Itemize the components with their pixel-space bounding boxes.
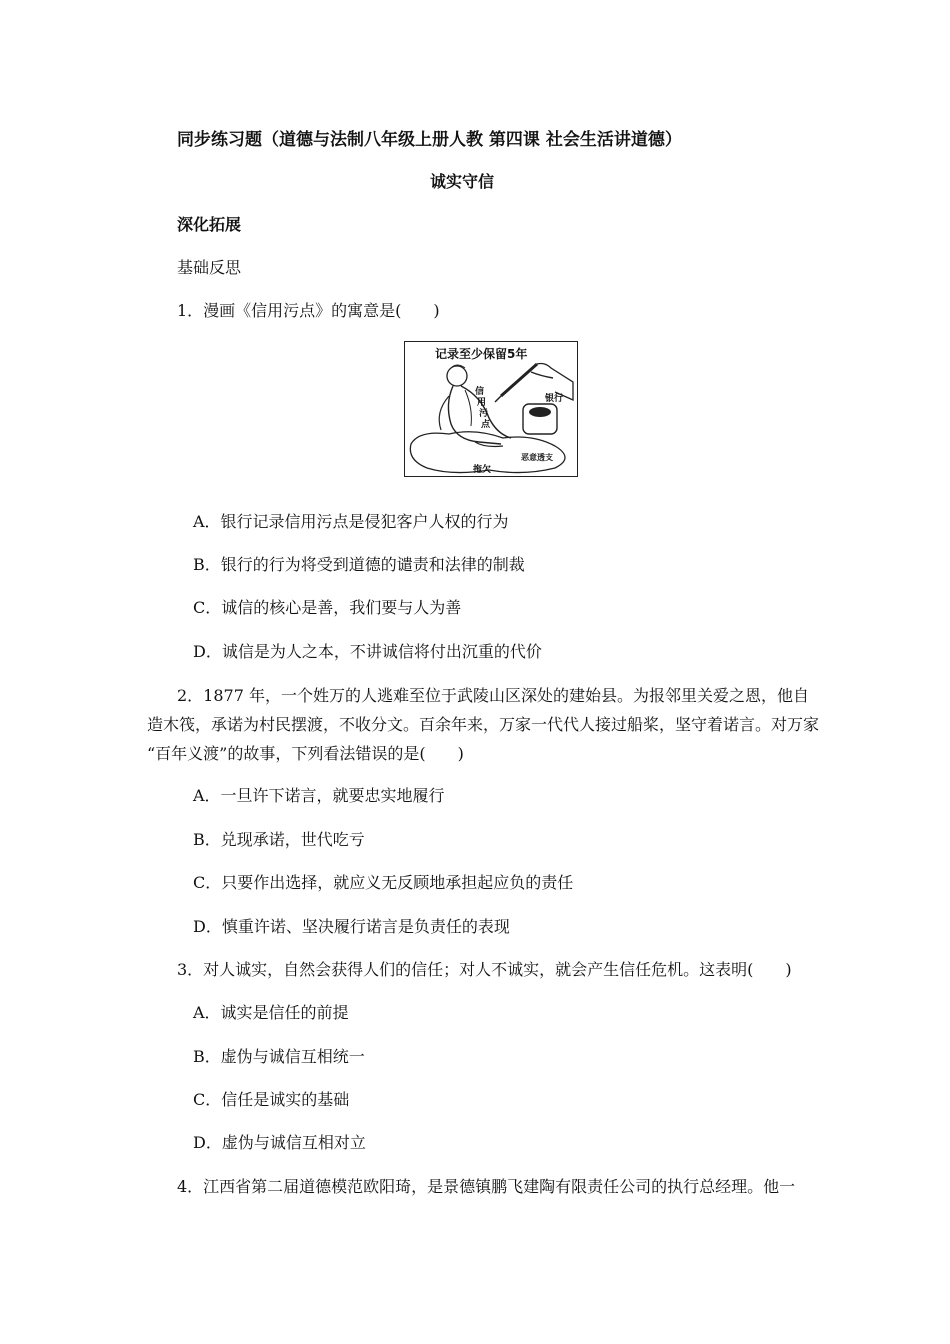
question-2-option-c: C．只要作出选择，就应义无反顾地承担起应负的责任: [193, 873, 574, 892]
question-3-stem: 3．对人诚实，自然会获得人们的信任；对人不诚实，就会产生信任危机。这表明( ): [177, 960, 792, 979]
lesson-subtitle: 诚实守信: [430, 172, 495, 191]
question-1-option-a: A．银行记录信用污点是侵犯客户人权的行为: [193, 512, 509, 531]
question-2-option-a: A．一旦许下诺言，就要忠实地履行: [193, 786, 445, 805]
question-3-option-a: A．诚实是信任的前提: [193, 1003, 349, 1022]
question-1-option-b: B．银行的行为将受到道德的谴责和法律的制裁: [193, 555, 525, 574]
question-1-stem: 1．漫画《信用污点》的寓意是( ): [177, 301, 440, 320]
question-2-option-b: B．兑现承诺，世代吃亏: [193, 830, 365, 849]
subsection-heading: 基础反思: [177, 258, 242, 277]
question-1-option-c: C．诚信的核心是善，我们要与人为善: [193, 598, 462, 617]
question-3-option-b: B．虚伪与诚信互相统一: [193, 1047, 365, 1066]
cartoon-right-stain-label: 恶意透支: [521, 453, 553, 462]
question-4-stem: 4．江西省第二届道德模范欧阳琦，是景德镇鹏飞建陶有限责任公司的执行总经理。他一: [177, 1177, 796, 1196]
question-3-option-c: C．信任是诚实的基础: [193, 1090, 350, 1109]
cartoon-back-char-1: 信: [475, 387, 485, 397]
cartoon-bank-label: 银行: [545, 394, 564, 404]
question-2-stem-line-2: 造木筏，承诺为村民摆渡，不收分文。百余年来，万家一代代人接过船桨，坚守着诺言。对万家: [147, 715, 820, 734]
cartoon-header: 记录至少保留5年: [435, 347, 528, 361]
cartoon-back-char-3: 污: [479, 409, 489, 419]
question-2-stem-line-1: 2．1877 年，一个姓万的人逃难至位于武陵山区深处的建始县。为报邻里关爱之恩，他自: [177, 686, 809, 705]
credit-stain-cartoon: [404, 341, 578, 477]
question-2-stem-line-3: “百年义渡”的故事，下列看法错误的是( ): [147, 744, 464, 763]
cartoon-back-char-4: 点: [481, 420, 491, 430]
document-title: 同步练习题（道德与法制八年级上册人教 第四课 社会生活讲道德）: [177, 130, 682, 150]
question-1-option-d: D．诚信是为人之本，不讲诚信将付出沉重的代价: [193, 642, 542, 661]
question-3-option-d: D．虚伪与诚信互相对立: [193, 1133, 366, 1152]
cartoon-left-stain-label: 拖欠: [473, 465, 492, 475]
question-2-option-d: D．慎重许诺、坚决履行诺言是负责任的表现: [193, 917, 510, 936]
section-heading: 深化拓展: [177, 215, 242, 234]
cartoon-back-char-2: 用: [477, 398, 487, 408]
